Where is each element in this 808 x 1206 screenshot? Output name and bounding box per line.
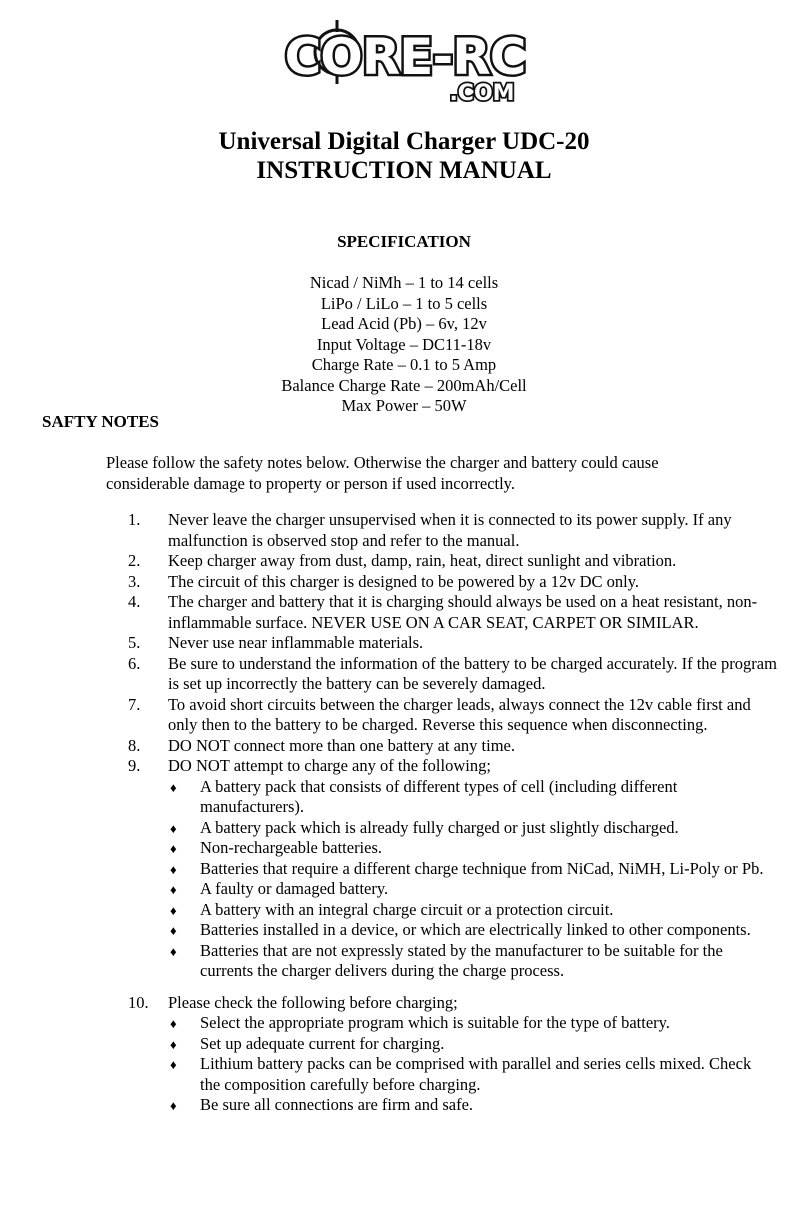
note-text: Keep charger away from dust, damp, rain, heat, direct sunlight and vibration. xyxy=(168,551,677,570)
note-text: The circuit of this charger is designed to be powered by a 12v DC only. xyxy=(168,571,640,591)
diamond-bullet-icon: ♦ xyxy=(170,943,177,959)
safety-note xyxy=(0,510,808,551)
safety-note xyxy=(0,736,808,757)
diamond-bullet-icon: ♦ xyxy=(170,1098,177,1113)
spec-item: Input Voltage – DC11-18v xyxy=(316,334,492,354)
bullet-text: Batteries installed in a device, or which are electrically linked to other components. xyxy=(200,920,751,939)
bullet-text: Set up adequate current for charging. xyxy=(200,1033,445,1053)
bullet-text: Select the appropriate program which is suitable for the type of battery. xyxy=(200,1013,670,1032)
safety-note xyxy=(0,572,808,593)
note-number: 6. xyxy=(128,653,141,673)
diamond-bullet-icon: ♦ xyxy=(170,841,177,856)
bullet-text: Be sure all connections are firm and safe. xyxy=(200,1095,474,1114)
bullet-item xyxy=(0,1095,808,1116)
note-text: DO NOT attempt to charge any of the following; xyxy=(168,756,491,775)
diamond-bullet-icon: ♦ xyxy=(170,779,177,795)
safety-intro: Please follow the safety notes below. Otherwise the charger and battery could cause considerable damage to property or person if used incorrectly. xyxy=(106,453,659,493)
bullet-item xyxy=(0,1034,808,1055)
note-number: 1. xyxy=(128,510,141,529)
note-text: Please check the following before charging; xyxy=(168,992,458,1012)
safety-notes-list xyxy=(0,510,808,1116)
bullet-item xyxy=(0,859,808,880)
note-number: 8. xyxy=(128,735,141,755)
manual-title xyxy=(0,127,808,185)
note-number: 4. xyxy=(128,592,141,611)
spec-item: Nicad / NiMh – 1 to 14 cells xyxy=(309,273,499,292)
safety-note xyxy=(0,993,808,1014)
safety-note xyxy=(0,695,808,736)
diamond-bullet-icon: ♦ xyxy=(170,1036,177,1052)
diamond-bullet-icon: ♦ xyxy=(170,902,177,918)
bullet-text: A battery with an integral charge circuit or a protection circuit. xyxy=(200,899,614,919)
specification-heading: SPECIFICATION xyxy=(337,232,471,251)
diamond-bullet-icon: ♦ xyxy=(170,923,177,938)
bullet-item xyxy=(0,1013,808,1034)
title-line-2: INSTRUCTION MANUAL xyxy=(256,157,552,184)
bullet-item xyxy=(0,1054,808,1095)
bullet-item xyxy=(0,838,808,859)
bullet-item xyxy=(0,777,808,818)
safety-note xyxy=(0,551,808,572)
bullet-item xyxy=(0,920,808,941)
title-line-1: Universal Digital Charger UDC-20 xyxy=(218,128,590,155)
spec-item: Balance Charge Rate – 200mAh/Cell xyxy=(281,375,527,395)
note-text: DO NOT connect more than one battery at any time. xyxy=(168,735,515,755)
spec-item: Max Power – 50W xyxy=(341,396,467,415)
note-text: Never leave the charger unsupervised when it is connected to its power supply. If any malfunction is observed stop and refer to the manual. xyxy=(168,510,732,550)
bullet-text: Batteries that require a different charge technique from NiCad, NiMH, Li-Poly or Pb. xyxy=(200,858,764,878)
bullet-item xyxy=(0,818,808,839)
note-number: 7. xyxy=(128,694,141,714)
note-number: 3. xyxy=(128,571,141,591)
bullet-text: Lithium battery packs can be comprised with parallel and series cells mixed. Check the composition carefully before charging. xyxy=(200,1054,752,1094)
bullet-text: A battery pack which is already fully charged or just slightly discharged. xyxy=(200,817,679,837)
svg-text:CORE-RC: CORE-RC xyxy=(284,28,526,86)
spec-item: Charge Rate – 0.1 to 5 Amp xyxy=(311,355,497,374)
safety-notes-heading: SAFTY NOTES xyxy=(42,412,159,431)
diamond-bullet-icon: ♦ xyxy=(170,1016,177,1031)
spacer xyxy=(0,982,808,993)
note-number: 9. xyxy=(128,756,141,775)
diamond-bullet-icon: ♦ xyxy=(170,820,177,836)
specification-list xyxy=(0,273,808,417)
svg-text:.COM: .COM xyxy=(449,81,515,106)
note-text: The charger and battery that it is charging should always be used on a heat resistant, non-inflammable surface. NEVER USE ON A CAR SEAT, CARPET OR SIMILAR. xyxy=(168,592,758,632)
diamond-bullet-icon: ♦ xyxy=(170,1057,177,1072)
note-number: 5. xyxy=(128,633,141,652)
bullet-text: Batteries that are not expressly stated by the manufacturer to be suitable for the currents the charger delivers during the charge process. xyxy=(200,940,723,980)
safety-note xyxy=(0,592,808,633)
bullet-text: A faulty or damaged battery. xyxy=(200,879,389,898)
safety-note xyxy=(0,654,808,695)
spec-item: LiPo / LiLo – 1 to 5 cells xyxy=(320,293,488,313)
bullet-item xyxy=(0,879,808,900)
diamond-bullet-icon: ♦ xyxy=(170,882,177,897)
note-text: Be sure to understand the information of the battery to be charged accurately. If the program is set up incorrectly the battery can be severely damaged. xyxy=(168,653,777,693)
safety-note xyxy=(0,633,808,654)
bullet-text: Non-rechargeable batteries. xyxy=(200,838,383,857)
core-rc-logo xyxy=(270,18,540,108)
spec-item: Lead Acid (Pb) – 6v, 12v xyxy=(321,314,487,333)
diamond-bullet-icon: ♦ xyxy=(170,861,177,877)
note-text: To avoid short circuits between the charger leads, always connect the 12v cable first and only then to the battery to be charged. Reverse this sequence when disconnecting. xyxy=(168,694,751,734)
bullet-item xyxy=(0,941,808,982)
note-number: 2. xyxy=(128,551,141,570)
note-text: Never use near inflammable materials. xyxy=(168,633,424,652)
note-number: 10. xyxy=(128,992,149,1012)
bullet-text: A battery pack that consists of different types of cell (including different manufacturers). xyxy=(200,776,678,816)
safety-note xyxy=(0,756,808,777)
bullet-item xyxy=(0,900,808,921)
